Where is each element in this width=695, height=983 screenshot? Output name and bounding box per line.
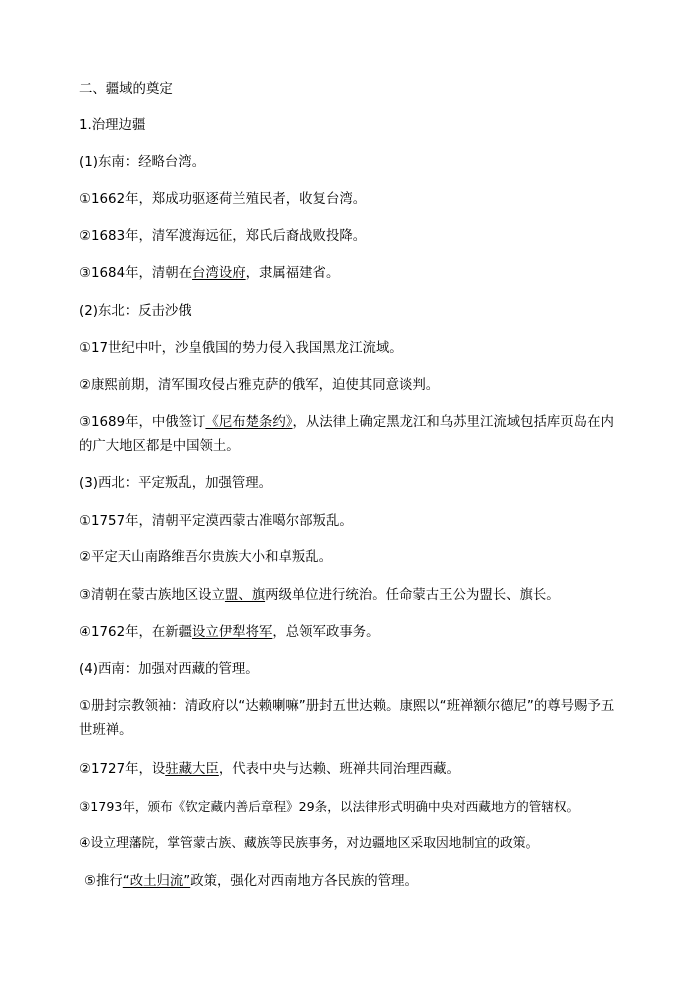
subsection-heading: 1.治理边疆 [79,118,146,133]
paragraph-northwest-2: ②平定天山南路维吾尔贵族大小和卓叛乱。 [79,550,333,565]
paragraph-northeast-title: (2)东北：反击沙俄 [79,304,192,319]
paragraph-southeast-1: ①1662年，郑成功驱逐荷兰殖民者，收复台湾。 [79,192,367,207]
paragraph-southwest-3: ③1793年，颁布《钦定藏内善后章程》29条，以法律形式明确中央对西藏地方的管辖权。 [79,799,580,814]
underlined-term: 驻藏大臣 [165,762,219,777]
underlined-term: 台湾设府 [192,266,246,281]
paragraph-southwest-4: ④设立理藩院，掌管蒙古族、藏族等民族事务，对边疆地区采取因地制宜的政策。 [79,836,539,851]
underlined-term: “改土归流” [122,874,191,889]
paragraph-northeast-3: ③1689年，中俄签订《尼布楚条约》，从法律上确定黑龙江和乌苏里江流域包括库页岛在内的广大地区都是中国领土。 [79,415,614,454]
paragraph-northeast-2: ②康熙前期，清军围攻侵占雅克萨的俄军，迫使其同意谈判。 [79,378,440,393]
paragraph-northwest-1: ①1757年，清朝平定漠西蒙古准噶尔部叛乱。 [79,514,353,529]
paragraph-southeast-title: (1)东南：经略台湾。 [79,155,206,170]
paragraph-southwest-title: (4)西南：加强对西藏的管理。 [79,662,259,677]
underlined-term: 《尼布楚条约》 [205,415,293,430]
underlined-term: 盟、旗 [224,588,266,603]
paragraph-southeast-2: ②1683年，清军渡海远征，郑氏后裔战败投降。 [79,229,367,244]
paragraph-southeast-3: ③1684年，清朝在台湾设府，隶属福建省。 [79,266,340,281]
paragraph-northeast-1: ①17世纪中叶，沙皇俄国的势力侵入我国黑龙江流域。 [79,341,403,356]
paragraph-northwest-title: (3)西北：平定叛乱，加强管理。 [79,476,273,491]
paragraph-southwest-5: ⑤推行“改土归流”政策，强化对西南地方各民族的管理。 [84,874,418,889]
underlined-term: 设立伊犁将军 [192,625,273,640]
paragraph-southwest-2: ②1727年，设驻藏大臣，代表中央与达赖、班禅共同治理西藏。 [79,762,460,777]
paragraph-northwest-3: ③清朝在蒙古族地区设立盟、旗两级单位进行统治。任命蒙古王公为盟长、旗长。 [79,588,560,603]
section-heading: 二、疆域的奠定 [79,82,173,97]
paragraph-southwest-1: ①册封宗教领袖：清政府以“达赖喇嘛”册封五世达赖。康熙以“班禅额尔德尼”的尊号赐予五世班禅。 [79,699,615,738]
paragraph-northwest-4: ④1762年，在新疆设立伊犁将军，总领军政事务。 [79,625,380,640]
